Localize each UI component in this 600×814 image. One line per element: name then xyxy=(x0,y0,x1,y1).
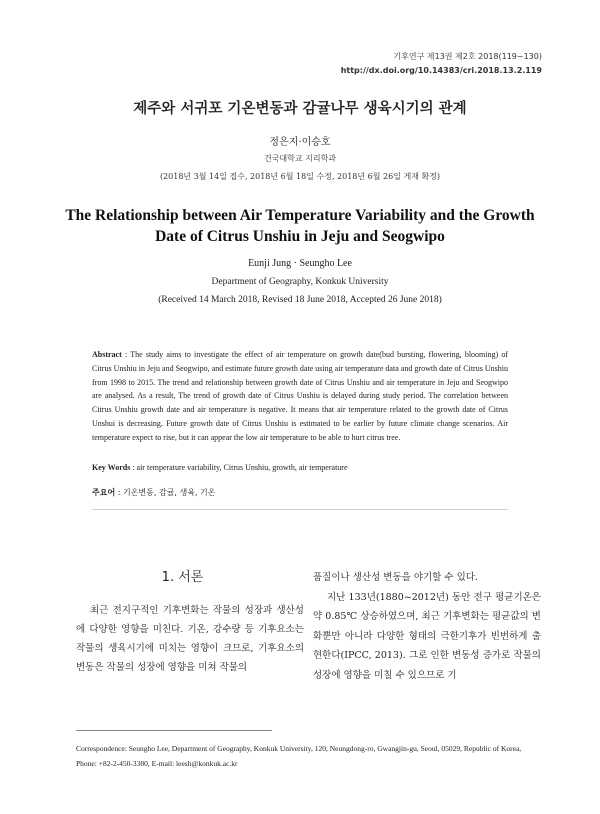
journal-citation: 기후연구 제13권 제2호 2018(119~130) xyxy=(393,52,542,61)
english-title: The Relationship between Air Temperature Variability and the Growth Date of Citrus Unshiu in Jeju and Seogwipo xyxy=(65,207,535,245)
keywords-ko-text: : 기온변동, 감귤, 생육, 기온 xyxy=(115,488,216,497)
doi-link[interactable]: http://dx.doi.org/10.14383/cri.2018.13.2.119 xyxy=(340,66,542,75)
body-right-column xyxy=(313,568,541,685)
abstract-text: : The study aims to investigate the effect of air temperature on growth date(bud bursting, flowering, blooming) of Citrus Unshiu in Jeju and Seogwipo, and estimate future growth date using air temperature data and growth date of Citrus Unshiu from 1998 to 2015. The trend and relationship between growth date of Citrus Unshiu and air temperature in Jeju and Seogwipo are analysed. As a result, The trend of growth date of Citrus Unshiu is delayed during study period. The correlation between Citrus Unshiu growth date and air temperature is negative. It means that air temperature related to the growth date of Citrus Unshui is decreasing. Future growth date of Citrus Unshiu is estimated to be earlier by future climate change scenarios. Air temperature expect to rise, but it can appear the low air temperature to be able to hurt citrus tree. xyxy=(92,350,508,442)
korean-dates: (2018년 3월 14일 접수, 2018년 6월 18일 수정, 2018년 6월 26일 게재 확정) xyxy=(159,172,441,181)
keywords xyxy=(92,463,508,472)
keywords-korean xyxy=(92,487,508,498)
english-authors: Eunji Jung · Seungho Lee xyxy=(248,258,352,269)
korean-authors: 정은지·이승호 xyxy=(269,137,331,148)
body-left-column: 최근 전지구적인 기후변화는 작물의 성장과 생산성에 다양한 영향을 미친다. 기온, 강수량 등 기후요소는 작물의 생육시기에 미치는 영향이 크므로, 기후요소의 변동은 작물의 성장에 영향을 미쳐 작물의 xyxy=(76,605,304,673)
body-right-para-1: 품질이나 생산성 변동을 야기할 수 있다. xyxy=(313,572,478,583)
korean-affiliation: 건국대학교 지리학과 xyxy=(263,154,337,163)
correspondence-footnote: Correspondence: Seungho Lee, Department of Geography, Konkuk University, 120, Neungdong-ro, Gwangjin-gu, Seoul, 05029, Republic of Korea, Phone: +82-2-450-3380, E-mail: leesh@konkuk.ac.kr xyxy=(76,744,522,768)
english-affiliation: Department of Geography, Konkuk University xyxy=(211,277,389,287)
section-heading: 1. 서론 xyxy=(161,570,204,585)
keywords-text: : air temperature variability, Citrus Unshiu, growth, air temperature xyxy=(130,463,348,472)
keywords-ko-label: 주요어 xyxy=(92,488,116,497)
abstract-label: Abstract xyxy=(92,350,122,359)
journal-header xyxy=(341,50,542,78)
keywords-label: Key Words xyxy=(92,463,131,472)
footnote-rule xyxy=(76,730,272,731)
korean-title: 제주와 서귀포 기온변동과 감귤나무 생육시기의 관계 xyxy=(133,101,467,117)
abstract xyxy=(92,348,508,445)
abstract-divider xyxy=(92,509,508,510)
body-right-para-2: 지난 133년(1880~2012년) 동안 전구 평균기온은 약 0.85℃ 상승하였으며, 최근 기후변화는 평균값의 변화뿐만 아니라 다양한 형태의 극한기후가 빈번하게 출현한다(IPCC, 2013). 그로 인한 변동성 증가로 작물의 성장에 영향을 미칠 수 있으므로 기 xyxy=(313,591,541,681)
english-dates: (Received 14 March 2018, Revised 18 June 2018, Accepted 26 June 2018) xyxy=(158,295,442,305)
